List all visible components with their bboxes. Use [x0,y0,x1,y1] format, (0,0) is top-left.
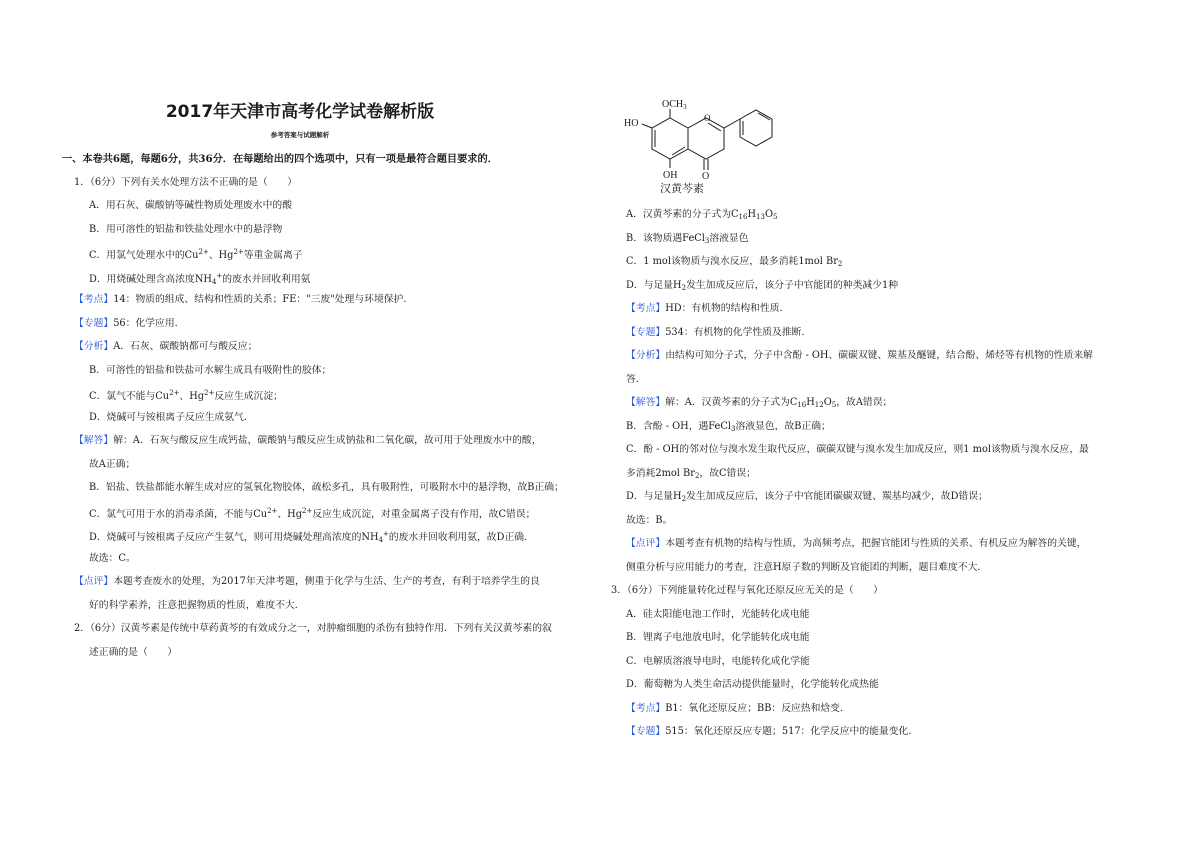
q2-jieda [626,396,892,412]
subscript: 16 [797,401,807,409]
q2-jieda-b [626,420,831,436]
text-run: 答． [626,374,646,385]
text-run: ，故C错误； [699,468,756,479]
section-heading: 一、本卷共6题，每题6分，共36分．在每题给出的四个选项中，只有一项是最符合题目要求的． [62,153,498,165]
q1-jieda-d [89,528,534,547]
q1-jieda-c [89,505,535,521]
text-run: D．葡萄糖为人类生命活动提供能量时，化学能转化成热能 [626,679,879,690]
text-run: A．石灰、碳酸钠都可与酸反应； [113,341,258,352]
q2-kaodian [626,302,789,315]
q2-answer [626,514,672,527]
och3-label: $OCH_3$ [662,99,687,111]
text-run: 由结构可知分子式，分子中含酚 - OH、碳碳双键、羰基及醚键，结合酚、烯烃等有机物的性质来解 [665,350,1093,361]
text-run: 515：氧化还原反应专题；517：化学反应中的能量变化． [665,726,919,737]
section-tag: 【点评】 [626,538,666,549]
text-run: 反应生成沉淀； [214,391,283,402]
superscript: 2+ [198,248,209,256]
text-run: 534：有机物的化学性质及推断． [665,327,812,338]
text-run: 溶液显色，故B正确； [735,421,831,432]
text-run: B．含酚 - OH，遇FeCl [626,421,731,432]
q3-kaodian [626,702,850,715]
section-tag: 【解答】 [74,435,114,446]
q2-option-c [626,255,842,271]
q1-dianping-cont [89,599,305,612]
text-run: 解：A．石灰与酸反应生成钙盐，碳酸钠与酸反应生成钠盐和二氧化碳，故可用于处理废水中的酸， [113,435,542,446]
superscript: + [216,272,223,280]
text-run: B1：氧化还原反应；BB：反应热和焓变． [665,703,850,714]
section-tag: 【分析】 [626,350,666,361]
section-tag: 【考点】 [74,294,114,305]
text-run: 2．（6分）汉黄芩素是传统中草药黄芩的有效成分之一，对肿瘤细胞的杀伤有独特作用．下列有关汉黄芩素的叙 [74,623,552,634]
text-run: B．用可溶性的铝盐和铁盐处理水中的悬浮物 [89,224,283,235]
superscript: 2+ [169,389,180,397]
text-run: D．用烧碱处理含高浓度NH [89,274,212,285]
text-run: B．该物质遇FeCl [626,233,705,244]
carbonyl-oxygen-label: O [702,171,710,182]
text-run: HD：有机物的结构和性质． [665,303,790,314]
text-run: C．用氯气处理水中的Cu [89,250,199,261]
text-run: B．铝盐、铁盐都能水解生成对应的氢氧化物胶体，疏松多孔，具有吸附性，可吸附水中的悬浮物，故B正确； [89,482,564,493]
page-subtitle: 参考答案与试题解析 [270,131,330,139]
q1-option-b [89,223,282,236]
text-run: 本题考查有机物的结构与性质，为高频考点，把握官能团与性质的关系、有机反应为解答的关键， [665,538,1087,549]
q1-jieda-a-cont [89,458,135,471]
text-run: 、Hg [277,509,303,520]
subscript: 13 [756,213,765,221]
molecule-caption: 汉黄芩素 [660,182,704,195]
text-run: ，故A错误； [836,397,893,408]
text-run: 述正确的是（ ） [89,647,178,658]
q2-dianping [626,537,1086,550]
oh-label: OH [663,170,678,181]
text-run: 好的科学素养，注意把握物质的性质，难度不大． [89,600,305,611]
q1-fenxi-b [89,364,331,377]
page-title: 2017年天津市高考化学试卷解析版 [165,102,435,122]
subscript: 12 [814,401,824,409]
subscript: 2 [681,284,687,292]
text-run: 故选：B。 [626,515,673,526]
section-tag: 【专题】 [74,318,114,329]
ho-label: HO [624,118,639,129]
q2-dianping-cont [626,561,987,574]
section-tag: 【专题】 [626,726,666,737]
subscript: 2 [694,472,700,480]
superscript: 2+ [267,507,278,515]
superscript: 2+ [233,248,244,256]
q2-jieda-c-cont [626,467,756,483]
text-run: 等重金属离子 [243,250,303,261]
q1-zhuanti [74,317,184,330]
text-run: 、Hg [179,391,205,402]
section-tag: 【分析】 [74,341,114,352]
text-run: A．硅太阳能电池工作时，光能转化成电能 [626,609,810,620]
subscript: 3 [704,237,710,245]
text-run: 56：化学应用． [113,318,185,329]
superscript: 2+ [302,507,313,515]
text-run: C．氯气不能与Cu [89,391,170,402]
q1-kaodian [74,293,413,306]
text-run: C．酚 - OH的邻对位与溴水发生取代反应，碳碳双键与溴水发生加成反应，则1 mol该物质与溴水反应，最 [626,444,1089,455]
q1-fenxi [74,340,257,353]
q1-jieda [74,434,542,447]
text-run: 多消耗2mol Br [626,468,695,479]
text-run: 解：A．汉黄芩素的分子式为C [665,397,798,408]
q1-option-c [89,246,303,262]
text-run: 本题考查废水的处理，为2017年天津考题，侧重于化学与生活、生产的考查，有利于培养学生的良 [113,576,540,587]
q2-fenxi-cont [626,373,646,386]
text-run: 1．（6分）下列有关水处理方法不正确的是（ ） [74,177,298,188]
q3-option-b [626,631,810,644]
text-run: 的废水并回收利用氨 [222,274,311,285]
text-run: H [806,397,815,408]
q1-fenxi-c [89,387,283,403]
q1-option-a [89,199,292,212]
text-run: B．锂离子电池放电时，化学能转化成电能 [626,632,810,643]
subscript: 4 [211,278,217,286]
text-run: C．1 mol该物质与溴水反应，最多消耗1mol Br [626,256,838,267]
section-tag: 【考点】 [626,703,666,714]
q2-fenxi [626,349,1093,362]
section-tag: 【专题】 [626,327,666,338]
superscript: 2+ [204,389,215,397]
q2-option-a [626,208,777,224]
text-run: B．可溶性的铝盐和铁盐可水解生成具有吸附性的胶体； [89,365,332,376]
q3-option-a [626,608,809,621]
text-run: H [747,209,757,220]
q1-jieda-b [89,481,564,494]
q2-stem [74,622,552,635]
q2-jieda-d [626,490,988,506]
ring-oxygen-label: O [704,113,711,123]
q2-jieda-c [626,443,1089,456]
wogonin-structure-diagram [620,92,790,202]
q3-stem [611,584,883,597]
q1-stem [74,176,297,189]
q2-option-b [626,232,749,248]
text-run: 故A正确； [89,459,136,470]
text-run: A．汉黄芩素的分子式为C [626,209,739,220]
subscript: 3 [731,425,736,433]
q2-stem-cont [89,646,177,659]
text-run: 溶液显色 [709,233,749,244]
text-run: 发生加成反应后，该分子中官能团的种类减少1种 [686,280,899,291]
text-run: 发生加成反应后，该分子中官能团碳碳双键、羰基均减少，故D错误； [686,491,988,502]
q1-fenxi-d [89,411,254,424]
subscript: 2 [837,260,843,268]
text-run: O [823,397,832,408]
text-run: O [764,209,773,220]
text-run: D．与足量H [626,491,682,502]
text-run: C．氯气可用于水的消毒杀菌，不能与Cu [89,509,268,520]
subscript: 16 [738,213,748,221]
text-run: 、Hg [208,250,234,261]
section-tag: 【解答】 [626,397,666,408]
section-tag: 【考点】 [626,303,666,314]
text-run: D．与足量H [626,280,682,291]
text-run: C．电解质溶液导电时，电能转化成化学能 [626,656,810,667]
text-run: D．烧碱可与铵根离子反应生成氨气． [89,412,254,423]
subscript: 2 [681,495,687,503]
section-tag: 【点评】 [74,576,114,587]
subscript: 5 [831,401,837,409]
q2-zhuanti [626,326,811,339]
q3-option-d [626,678,879,691]
text-run: 3．（6分）下列能量转化过程与氧化还原反应无关的是（ ） [611,585,884,596]
text-run: 14：物质的组成、结构和性质的关系；FE："三废"处理与环境保护． [113,294,414,305]
superscript: + [382,530,389,538]
text-run: 故选：C。 [89,553,136,564]
text-run: A．用石灰、碳酸钠等碱性物质处理废水中的酸 [89,200,293,211]
subscript: 5 [772,213,778,221]
text-run: D．烧碱可与铵根离子反应产生氨气，则可用烧碱处理高浓度的NH [89,532,379,543]
q3-option-c [626,655,810,668]
subscript: 4 [378,536,383,544]
q1-dianping [74,575,540,588]
text-run: 反应生成沉淀，对重金属离子没有作用，故C错误； [312,509,536,520]
text-run: 的废水并回收利用氨，故D正确． [388,532,534,543]
q3-zhuanti [626,725,918,738]
text-run: 侧重分析与应用能力的考查，注意H原子数的判断及官能团的判断，题目难度不大． [626,562,988,573]
q1-option-d [89,270,310,289]
q2-option-d [626,279,898,295]
q1-answer [89,552,136,565]
